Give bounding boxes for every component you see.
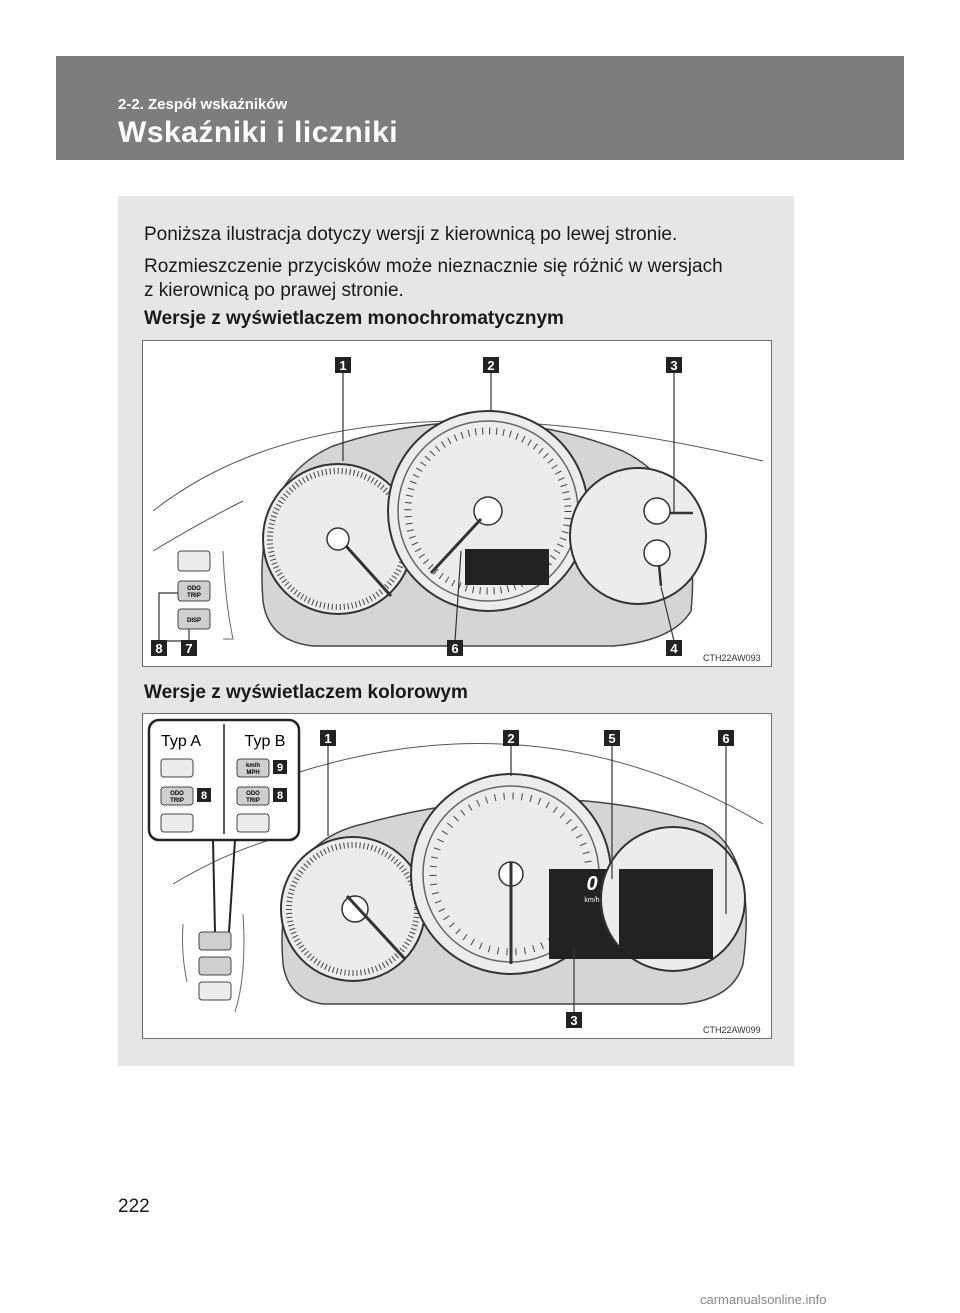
svg-text:1: 1 bbox=[324, 731, 332, 746]
svg-text:4: 4 bbox=[670, 641, 678, 656]
inset-b-mph: MPH bbox=[246, 770, 260, 776]
callout-1 bbox=[320, 730, 336, 746]
figure1-heading: Wersje z wyświetlaczem monochromatycznym bbox=[144, 308, 564, 329]
callout-5 bbox=[604, 730, 620, 746]
svg-text:3: 3 bbox=[670, 358, 678, 373]
callout-8 bbox=[151, 640, 167, 656]
svg-text:2: 2 bbox=[507, 731, 515, 746]
intro-line-2a: Rozmieszczenie przycisków może nieznacznie się różnić w wersjach bbox=[144, 256, 723, 277]
inset-callout-8b bbox=[273, 788, 287, 802]
callout-3 bbox=[566, 1012, 582, 1028]
svg-text:5: 5 bbox=[608, 731, 616, 746]
svg-text:8: 8 bbox=[276, 790, 284, 802]
inset-callout-8a bbox=[197, 788, 211, 802]
svg-text:6: 6 bbox=[451, 641, 459, 656]
svg-text:9: 9 bbox=[276, 762, 284, 774]
type-b-label: Typ B bbox=[244, 733, 286, 750]
callout-2 bbox=[483, 357, 499, 373]
svg-text:8: 8 bbox=[200, 790, 208, 802]
section-label: 2-2. Zespół wskaźników bbox=[118, 96, 288, 113]
svg-text:2: 2 bbox=[487, 358, 495, 373]
inset-b-trip: TRIP bbox=[246, 798, 260, 804]
callout-6 bbox=[718, 730, 734, 746]
monochrome-cluster-illustration bbox=[143, 341, 771, 666]
color-cluster-illustration bbox=[143, 714, 771, 1038]
page-header bbox=[56, 56, 904, 160]
svg-text:6: 6 bbox=[722, 731, 730, 746]
odo-button-label: ODO bbox=[187, 586, 201, 592]
svg-text:7: 7 bbox=[185, 641, 193, 656]
figure2-heading: Wersje z wyświetlaczem kolorowym bbox=[144, 682, 468, 703]
inset-a-trip: TRIP bbox=[170, 798, 184, 804]
intro-line-1: Poniższa ilustracja dotyczy wersji z kierownicą po lewej stronie. bbox=[144, 224, 678, 245]
callout-4 bbox=[666, 640, 682, 656]
inset-b-kmh: km/h bbox=[245, 763, 261, 769]
callout-2 bbox=[503, 730, 519, 746]
figure-color-cluster bbox=[142, 713, 772, 1039]
callout-7 bbox=[181, 640, 197, 656]
inset-callout-9 bbox=[273, 760, 287, 774]
svg-text:8: 8 bbox=[155, 641, 163, 656]
figure2-code: CTH22AW099 bbox=[703, 1025, 761, 1035]
type-a-label: Typ A bbox=[160, 733, 202, 750]
display-unit: km/h bbox=[584, 897, 600, 904]
trip-button-label: TRIP bbox=[187, 593, 201, 599]
inset-a-odo: ODO bbox=[170, 791, 184, 797]
figure-monochrome-cluster bbox=[142, 340, 772, 667]
page-number: 222 bbox=[118, 1196, 150, 1217]
callout-6 bbox=[447, 640, 463, 656]
callout-3 bbox=[666, 357, 682, 373]
svg-text:3: 3 bbox=[570, 1013, 578, 1028]
intro-line-2b: z kierownicą po prawej stronie. bbox=[144, 280, 404, 301]
callout-1 bbox=[335, 357, 351, 373]
disp-button-label: DISP bbox=[186, 618, 202, 624]
inset-b-odo: ODO bbox=[246, 791, 260, 797]
footer-watermark: carmanualsonline.info bbox=[700, 1292, 827, 1307]
page-title: Wskaźniki i liczniki bbox=[118, 116, 399, 149]
svg-text:1: 1 bbox=[339, 358, 347, 373]
display-value: 0 bbox=[586, 873, 598, 895]
figure1-code: CTH22AW093 bbox=[703, 653, 761, 663]
